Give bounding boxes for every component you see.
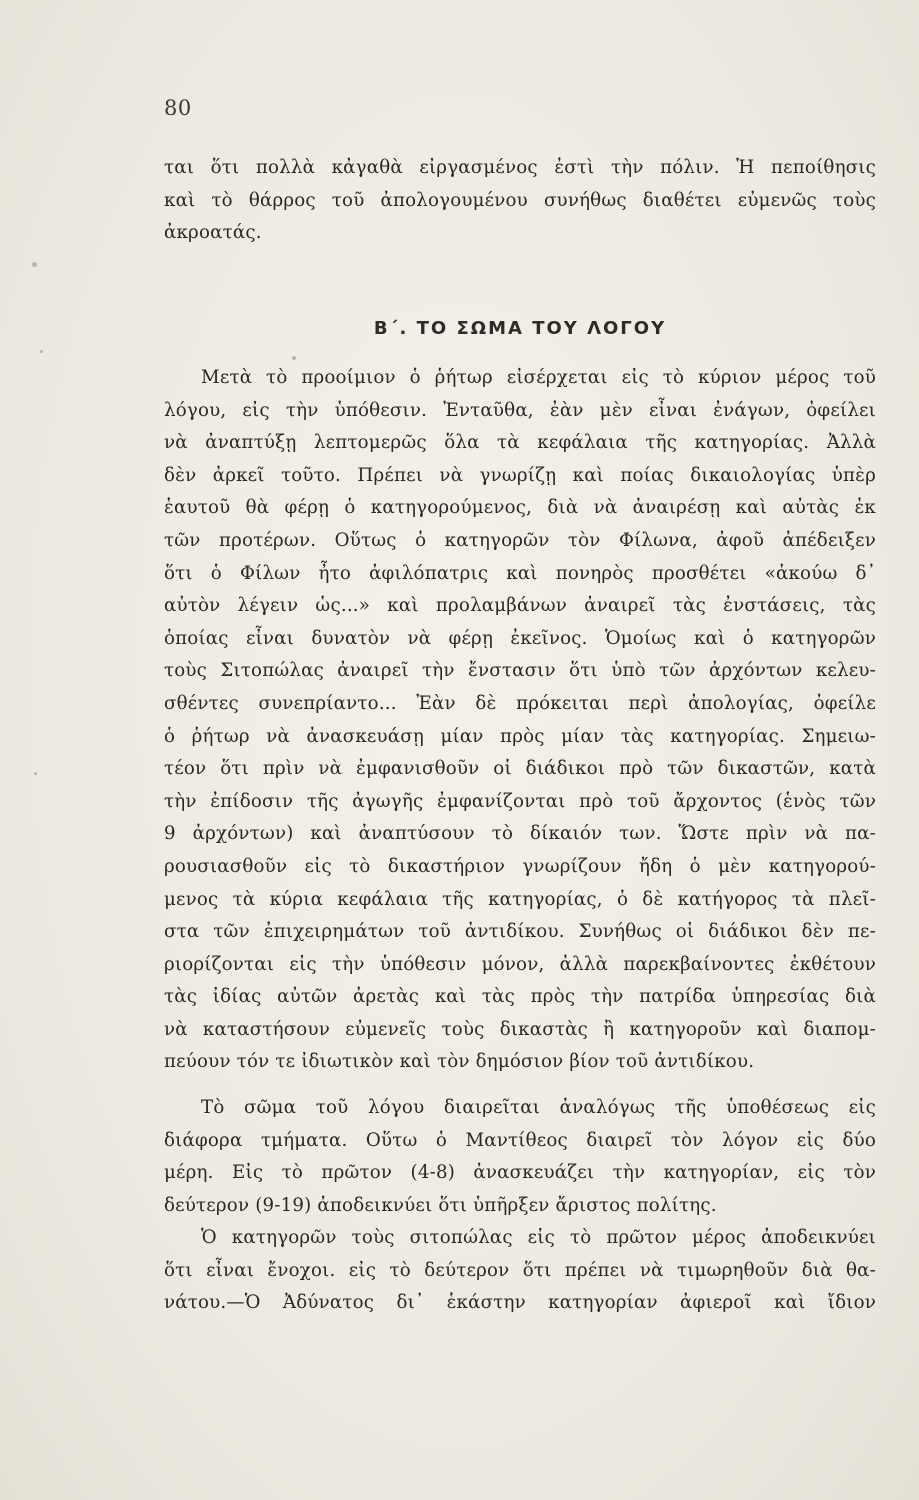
section-heading: Β΄. ΤΟ ΣΩΜΑ ΤΟΥ ΛΟΓΟΥ	[373, 318, 667, 339]
text-line: τέον ὅτι πρὶν νὰ ἐμφανισθοῦν οἱ διάδικοι πρὸ τῶν δικαστῶν, κατὰ	[164, 758, 876, 780]
page-number: 80	[164, 96, 192, 120]
text-line: ἀκροατάς.	[164, 222, 262, 244]
text-line: στα τῶν ἐπιχειρημάτων τοῦ ἀντιδίκου. Συνήθως οἱ διάδικοι δὲν πε-	[164, 921, 876, 943]
text-line: Τὸ σῶμα τοῦ λόγου διαιρεῖται ἀναλόγως τῆς ὑποθέσεως εἰς	[201, 1097, 876, 1118]
text-line: νὰ ἀναπτύξῃ λεπτομερῶς ὅλα τὰ κεφάλαια τῆς κατηγορίας. Ἀλλὰ	[164, 432, 876, 454]
text-line: καὶ τὸ θάρρος τοῦ ἀπολογουμένου συνήθως διαθέτει εὐμενῶς τοὺς	[164, 189, 876, 211]
text-line: μέρη. Εἰς τὸ πρῶτον (4-8) ἀνασκευάζει τὴν κατηγορίαν, εἰς τὸν	[164, 1162, 876, 1184]
text-line: ὁποίας εἶναι δυνατὸν νὰ φέρῃ ἐκεῖνος. Ὁμοίως καὶ ὁ κατηγορῶν	[164, 627, 876, 649]
paper-speck	[32, 262, 37, 267]
text-line: διάφορα τμήματα. Οὕτω ὁ Μαντίθεος διαιρεῖ τὸν λόγον εἰς δύο	[164, 1129, 876, 1151]
main-paragraph	[164, 362, 876, 1079]
text-line: λόγου, εἰς τὴν ὑπόθεσιν. Ἐνταῦθα, ἐὰν μὲν εἶναι ἐνάγων, ὀφείλει	[164, 399, 876, 421]
text-line: Ὁ κατηγορῶν τοὺς σιτοπώλας εἰς τὸ πρῶτον μέρος ἀποδεικνύει	[201, 1227, 876, 1248]
text-line: νάτου.—Ὁ Ἀδύνατος δι᾽ ἑκάστην κατηγορίαν ἀφιεροῖ καὶ ἴδιον	[164, 1292, 876, 1314]
paper-speck	[40, 350, 43, 353]
text-line: ρουσιασθοῦν εἰς τὸ δικαστήριον γνωρίζουν ἤδη ὁ μὲν κατηγορού-	[164, 855, 876, 877]
text-line: ὁ ῥήτωρ νὰ ἀνασκευάσῃ μίαν πρὸς μίαν τὰς κατηγορίας. Σημειω-	[164, 725, 876, 747]
text-line: σθέντες συνεπρίαντο... Ἐὰν δὲ πρόκειται περὶ ἀπολογίας, ὀφείλε	[164, 692, 876, 714]
text-line: τοὺς Σιτοπώλας ἀναιρεῖ τὴν ἔνστασιν ὅτι ὑπὸ τῶν ἀρχόντων κελευ-	[164, 660, 876, 682]
text-line: ὅτι εἶναι ἔνοχοι. εἰς τὸ δεύτερον ὅτι πρέπει νὰ τιμωρηθοῦν διὰ θα-	[164, 1259, 876, 1281]
text-line: δὲν ἀρκεῖ τοῦτο. Πρέπει νὰ γνωρίζῃ καὶ ποίας δικαιολογίας ὑπὲρ	[164, 464, 876, 486]
text-line: ὅτι ὁ Φίλων ἦτο ἀφιλόπατρις καὶ πονηρὸς προσθέτει «ἀκούω δ᾽	[164, 562, 876, 584]
text-line: 9 ἀρχόντων) καὶ ἀναπτύσουν τὸ δίκαιόν των. Ὥστε πρὶν νὰ πα-	[164, 823, 876, 845]
text-line: μενος τὰ κύρια κεφάλαια τῆς κατηγορίας, ὁ δὲ κατήγορος τὰ πλεῖ-	[164, 888, 876, 910]
text-line: τὴν ἐπίδοσιν τῆς ἀγωγῆς ἐμφανίζονται πρὸ τοῦ ἄρχοντος (ἑνὸς τῶν	[164, 790, 876, 812]
text-line: δεύτερον (9-19) ἀποδεικνύει ὅτι ὑπῆρξεν ἄριστος πολίτης.	[164, 1194, 717, 1216]
paper-speck	[34, 772, 37, 775]
text-line: ται ὅτι πολλὰ κἀγαθὰ εἰργασμένος ἐστὶ τὴν πόλιν. Ἡ πεποίθησις	[164, 157, 876, 178]
text-line: ἑαυτοῦ θὰ φέρῃ ὁ κατηγορούμενος, διὰ νὰ ἀναιρέσῃ καὶ αὐτὰς ἐκ	[164, 497, 876, 519]
text-line: τῶν προτέρων. Οὕτως ὁ κατηγορῶν τὸν Φίλωνα, ἀφοῦ ἀπέδειξεν	[164, 529, 876, 551]
text-line: τὰς ἰδίας αὐτῶν ἀρετὰς καὶ τὰς πρὸς τὴν πατρίδα ὑπηρεσίας διὰ	[164, 986, 876, 1008]
division-paragraph	[164, 1092, 876, 1222]
text-line: αὐτὸν λέγειν ὡς...» καὶ προλαμβάνων ἀναιρεῖ τὰς ἐνστάσεις, τὰς	[164, 595, 876, 617]
accuser-paragraph	[164, 1222, 876, 1320]
text-line: Μετὰ τὸ προοίμιον ὁ ῥήτωρ εἰσέρχεται εἰς τὸ κύριον μέρος τοῦ	[201, 367, 876, 388]
text-line: πεύουν τόν τε ἰδιωτικὸν καὶ τὸν δημόσιον βίον τοῦ ἀντιδίκου.	[164, 1051, 755, 1073]
paper-speck	[292, 356, 296, 360]
text-line: νὰ καταστήσουν εὐμενεῖς τοὺς δικαστὰς ἢ κατηγοροῦν καὶ διαπομ-	[164, 1018, 876, 1040]
intro-paragraph	[164, 152, 876, 250]
text-line: ριορίζονται εἰς τὴν ὑπόθεσιν μόνον, ἀλλὰ παρεκβαίνοντες ἐκθέτουν	[164, 953, 876, 975]
